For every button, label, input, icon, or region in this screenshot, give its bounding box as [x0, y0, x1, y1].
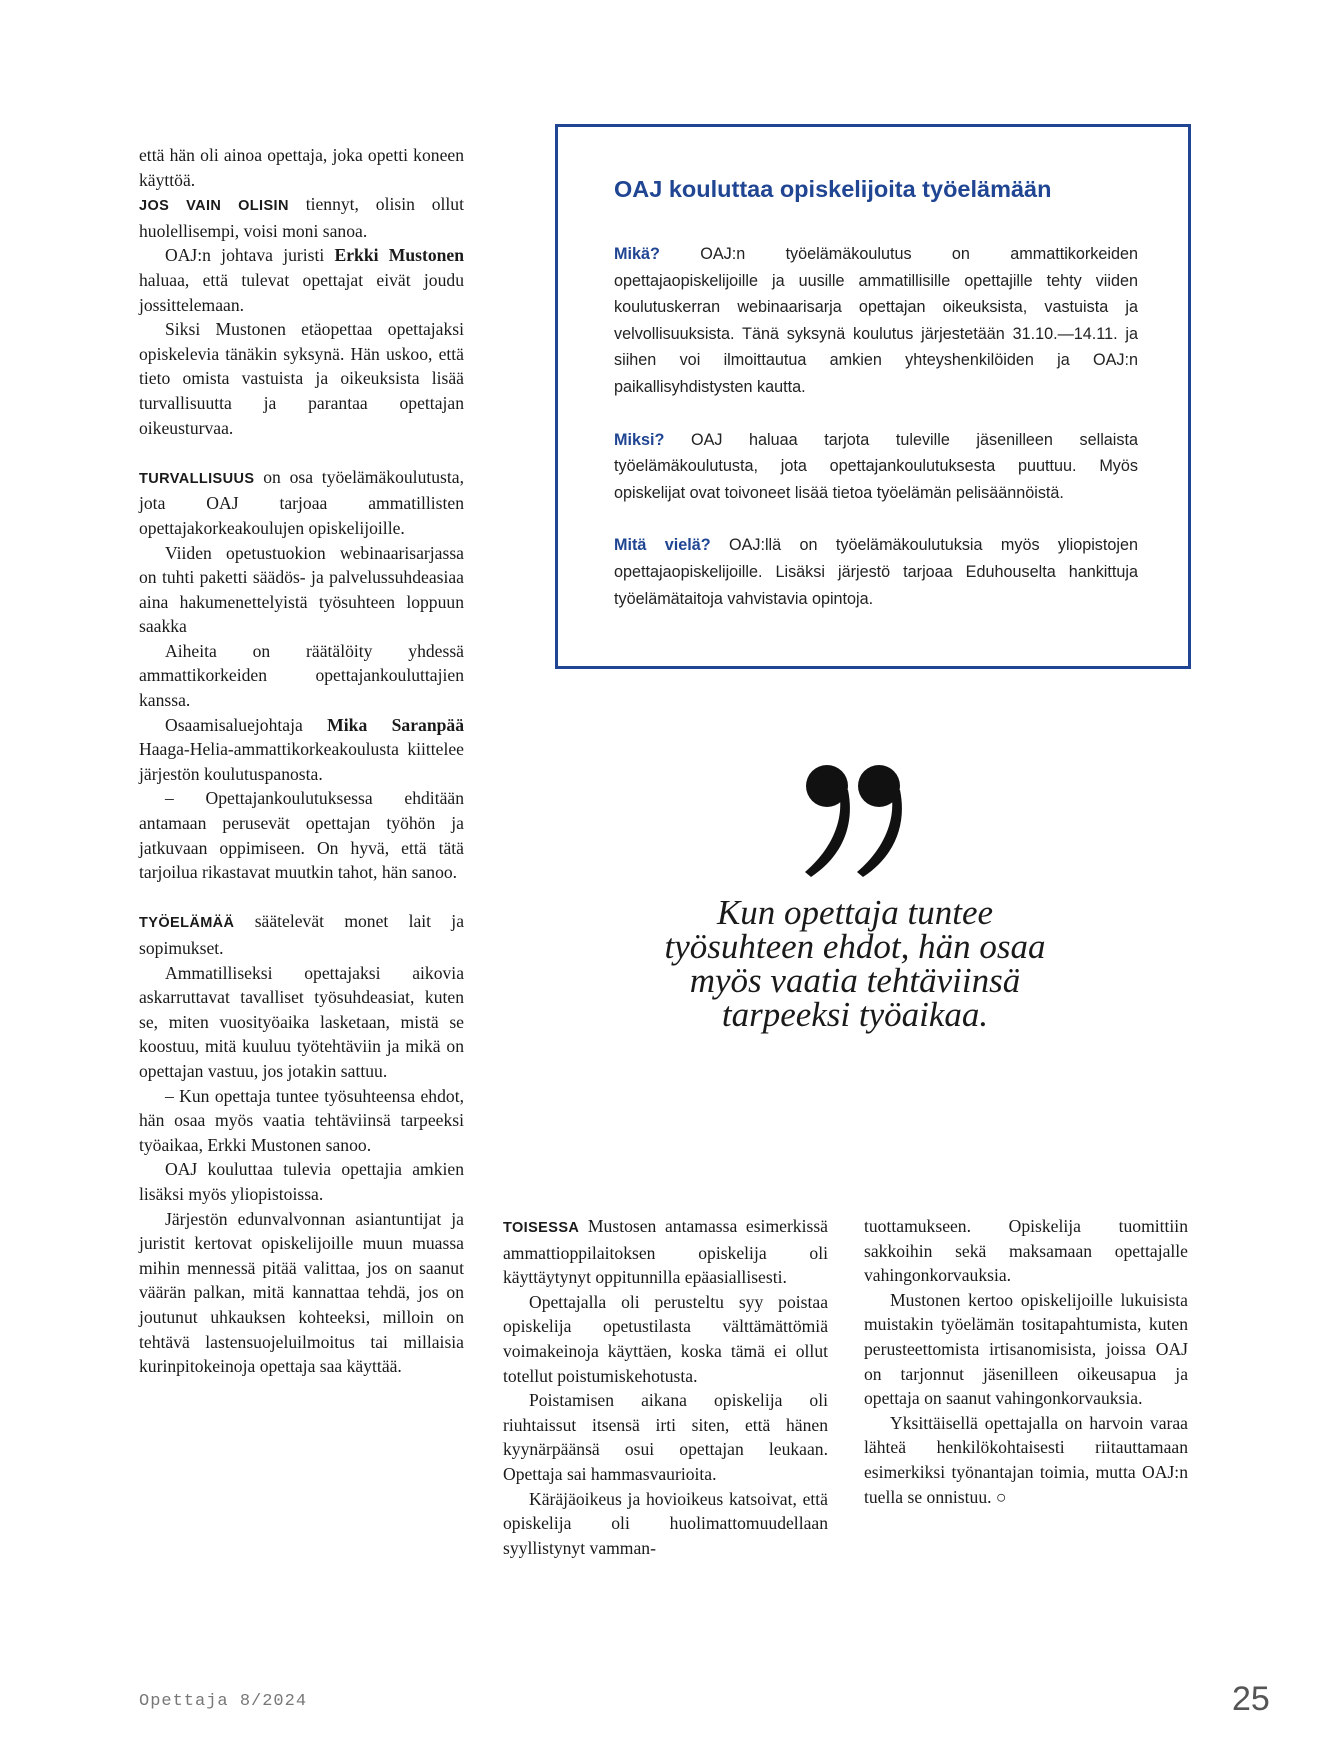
fact-box-label: Miksi?	[614, 430, 665, 449]
paragraph: TOISESSA Mustosen antamassa esimerkissä ammattioppilaitoksen opiskelija oli käyttäytynyt oppitunnilla epäasiallisesti.	[503, 1216, 828, 1288]
quotation-mark-icon	[799, 760, 909, 880]
paragraph: Siksi Mustonen etäopettaa opettajaksi opiskelevia tänäkin syksynä. Hän uskoo, että tieto omista vastuista ja oikeuksista lisää turvallisuutta ja parantaa opettajan oikeusturvaa.	[139, 319, 464, 438]
paragraph: Ammatilliseksi opettajaksi aikovia askarruttavat tavalliset työsuhdeasiat, kuten se, miten vuosityöaika lasketaan, mistä se koostuu, mitä kuuluu työtehtäviin ja mikä on opettajan vastuu, jos jotakin sattuu.	[139, 962, 464, 1081]
paragraph: Järjestön edunvalvonnan asiantuntijat ja juristit kertovat opiskelijoille muun muassa mihin mennessä pitää valittaa, jos on saanut väärän palkan, mitä kannattaa tehdä, jos on joutunut uhkauksen kohteeksi, milloin on tehtävä lastensuojeluilmoitus tai millaisia kurinpitokeinoja opettaja saa käyttää.	[139, 1208, 464, 1377]
paragraph: Aiheita on räätälöity yhdessä ammattikorkeiden opettajankouluttajien kanssa.	[139, 640, 464, 711]
paragraph: – Opettajankoulutuksessa ehditään antamaan perusevät opettajan työhön ja jatkuvaan oppimiseen. On hyvä, että tätä tarjoilua rikastavat muutkin tahot, hän sanoo.	[139, 788, 464, 883]
lead-in: JOS VAIN OLISIN	[139, 198, 289, 215]
lead-in: TOISESSA	[503, 1220, 580, 1236]
article-column-3	[864, 1214, 1188, 1509]
paragraph: Käräjäoikeus ja hovioikeus katsoivat, että opiskelija oli huolimattomuudellaan syyllistynyt vamman-	[503, 1488, 828, 1558]
paragraph: OAJ kouluttaa tulevia opettajia amkien lisäksi myös yliopistoissa.	[139, 1159, 464, 1204]
fact-box-label: Mitä vielä?	[614, 536, 711, 555]
lead-in: TURVALLISUUS	[139, 470, 255, 487]
paragraph: TYÖELÄMÄÄ säätelevät monet lait ja sopimukset.	[139, 911, 464, 958]
article-column-1	[139, 143, 464, 1379]
paragraph: että hän oli ainoa opettaja, joka opetti koneen käyttöä.	[139, 145, 464, 190]
fact-box-title: OAJ kouluttaa opiskelijoita työelämään	[614, 176, 1052, 202]
fact-box-item: Miksi? OAJ haluaa tarjota tuleville jäsenilleen sellaista työelämäkoulutusta, jota opettajankoulutuksesta puuttuu. Myös opiskelijat ovat toivoneet lisää tietoa työelämän pelisäännöistä.	[614, 430, 1138, 502]
paragraph: Opettajalla oli perusteltu syy poistaa opiskelija opetustilasta välttämättömiä voimakeinoja käyttäen, koska tämä ei ollut totellut poistumiskehotusta.	[503, 1291, 828, 1386]
person-name: Mika Saranpää	[327, 714, 464, 735]
page-number: 25	[1232, 1680, 1270, 1718]
lead-in: TYÖELÄMÄÄ	[139, 915, 235, 932]
paragraph: tuottamukseen. Opiskelija tuomittiin sakkoihin sekä maksamaan opettajalle vahingonkorvauksia.	[864, 1216, 1188, 1286]
fact-box-item: Mitä vielä? OAJ:llä on työelämäkoulutuksia myös yliopistojen opettajaopiskelijoille. Lisäksi järjestö tarjoaa Eduhouselta hankittuja työelämätaitoja vahvistavia opintoja.	[614, 536, 1139, 608]
fact-box-item: Mikä? OAJ:n työelämäkoulutus on ammattikorkeiden opettajaopiskelijoille ja uusille ammatillisille opettajille tehty viiden koulutuskerran webinaarisarja opettajan oikeuksista, vastuista ja velvollisuuksista. Tänä syksynä koulutus järjestetään 31.10.—14.11. ja siihen voi ilmoittautua amkien yhteyshenkilöiden ja OAJ:n paikallisyhdistysten kautta.	[614, 245, 1138, 396]
paragraph: Osaamisaluejohtaja Mika Saranpää Haaga-Helia-ammattikorkeakoulusta kiittelee järjestön koulutuspanosta.	[139, 714, 464, 784]
paragraph: OAJ:n johtava juristi Erkki Mustonen haluaa, että tulevat opettajat eivät joudu jossittelemaan.	[139, 245, 465, 315]
article-column-2	[503, 1214, 828, 1560]
paragraph: Mustonen kertoo opiskelijoille lukuisista muistakin työelämän tositapahtumista, kuten perusteettomista irtisanomisista, joissa OAJ on tarjonnut jäsenilleen oikeusapua ja opettaja on saanut vahingonkorvauksia.	[864, 1289, 1188, 1409]
paragraph: JOS VAIN OLISIN tiennyt, olisin ollut huolellisempi, voisi moni sanoa.	[139, 194, 464, 241]
magazine-issue: Opettaja 8/2024	[139, 1692, 308, 1711]
pull-quote: Kun opettaja tuntee työsuhteen ehdot, hän osaa myös vaatia tehtäviinsä tarpeeksi työaikaa.	[664, 893, 1046, 1034]
paragraph: Viiden opetustuokion webinaarisarjassa on tuhti paketti säädös- ja palvelussuhdeasiaa aina hakumenettelyistä työsuhteen loppuun saakka	[139, 542, 464, 637]
paragraph: TURVALLISUUS on osa työelämäkoulutusta, jota OAJ tarjoaa ammatillisten opettajakorkeakoulujen opiskelijoille.	[139, 466, 464, 538]
person-name: Erkki Mustonen	[334, 245, 465, 266]
paragraph: Poistamisen aikana opiskelija oli riuhtaissut itsensä irti siten, että hänen kyynärpäänsä osui opettajan leukaan. Opettaja sai hammasvaurioita.	[503, 1390, 828, 1484]
paragraph: – Kun opettaja tuntee työsuhteensa ehdot, hän osaa myös vaatia tehtäviinsä tarpeeksi työaikaa, Erkki Mustonen sanoo.	[139, 1085, 464, 1155]
fact-box-label: Mikä?	[614, 245, 660, 263]
fact-box	[555, 124, 1191, 669]
paragraph: Yksittäisellä opettajalla on harvoin varaa lähteä henkilökohtaisesti riitauttamaan esimerkiksi työnantajan toimia, mutta OAJ:n tuella se onnistuu. ○	[864, 1412, 1188, 1507]
